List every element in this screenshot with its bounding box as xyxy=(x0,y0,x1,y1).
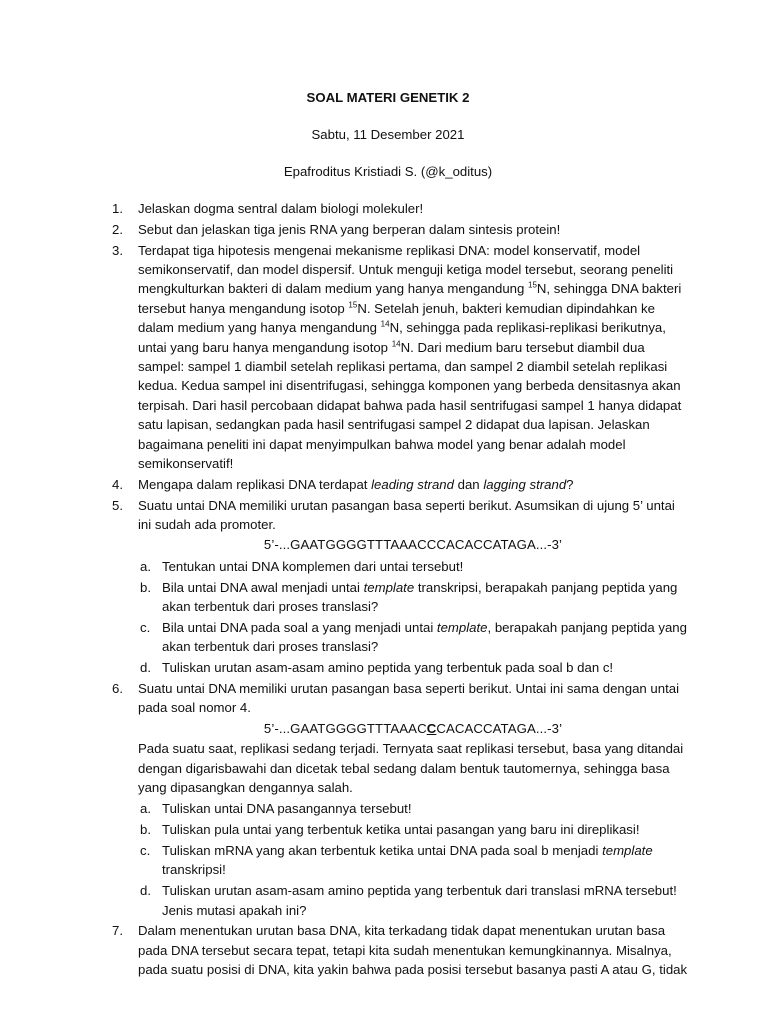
question-5 xyxy=(0,496,688,678)
question-text: Jelaskan dogma sentral dalam biologi molekuler! xyxy=(138,201,424,216)
document-date: Sabtu, 11 Desember 2021 xyxy=(311,127,465,142)
sub-question-text: Tentukan untai DNA komplemen dari untai tersebut! xyxy=(162,558,464,574)
sub-question-a xyxy=(138,557,688,576)
sub-question-text: Tuliskan urutan asam-asam amino peptida yang terbentuk pada soal b dan c! xyxy=(162,660,614,676)
sub-question-text: Tuliskan pula untai yang terbentuk ketika untai pasangan yang baru ini direplikasi! xyxy=(162,822,640,838)
text-run: Bila untai DNA awal menjadi untai xyxy=(162,579,364,595)
question-number: 1. xyxy=(112,201,123,216)
sequence-part: CACACCATAGA...-3’ xyxy=(436,720,563,736)
italic-term: template xyxy=(602,842,653,858)
sub-question-letter: b. xyxy=(140,579,151,595)
italic-term: template xyxy=(363,579,415,595)
text-run: Terdapat tiga hipotesis mengenai mekanisme replikasi DNA: model konservatif, model semikonservatif, dan model dispersif. Untuk menguji ketiga model tersebut, seorang peneliti mengkulturkan bakteri di dalam medium yang hanya mengandung xyxy=(138,242,674,297)
sub-question-text xyxy=(162,580,677,614)
question-text: Sebut dan jelaskan tiga jenis RNA yang berperan dalam sintesis protein! xyxy=(138,221,561,237)
question-1 xyxy=(0,199,688,218)
question-number: 3. xyxy=(112,242,123,258)
dna-sequence xyxy=(138,719,688,738)
sub-question-letter: a. xyxy=(140,801,151,817)
question-text: Suatu untai DNA memiliki urutan pasangan basa seperti berikut. Untai ini sama dengan untai pada soal nomor 4. xyxy=(138,680,680,716)
text-run: ? xyxy=(566,476,574,492)
isotope-superscript: 14 xyxy=(391,339,401,349)
sub-question-letter: c. xyxy=(140,842,151,858)
sub-question-a xyxy=(138,799,688,818)
text-run: , berapakah panjang peptida yang akan terbentuk dari proses translasi? xyxy=(162,619,687,655)
question-number: 2. xyxy=(112,221,123,237)
sequence-part: 5’-...GAATGGGGTTTAAAC xyxy=(263,720,427,736)
text-run: Bila untai DNA pada soal a yang menjadi untai xyxy=(162,619,437,635)
question-7 xyxy=(0,921,688,979)
italic-term: template xyxy=(436,619,488,635)
sub-question-letter: c. xyxy=(140,619,151,635)
question-list xyxy=(0,199,688,980)
question-text: Suatu untai DNA memiliki urutan pasangan basa seperti berikut. Asumsikan di ujung 5’ untai ini sudah ada promoter. xyxy=(138,497,675,533)
isotope-superscript: 14 xyxy=(380,319,390,329)
text-run: N, sehingga DNA bakteri tersebut hanya mengandung isotop xyxy=(138,281,682,316)
question-text xyxy=(138,243,681,471)
text-run: N. Dari medium baru tersebut diambil dua sampel: sampel 1 diambil setelah replikasi pertama, dan sampel 2 diambil setelah replikasi kedua. Kedua sampel ini disentrifugasi, sehingga komponen yang berbeda densitasnya akan terpisah. Dari hasil percobaan didapat bahwa pada hasil sentrifugasi sampel 1 hanya didapat satu lapisan, sedangkan pada hasil sentrifugasi sampel 2 didapat dua lapisan. Jelaskan bagaimana peneliti ini dapat menyimpulkan bahwa model yang benar adalah model semikonservatif! xyxy=(138,339,682,472)
dna-sequence: 5’-...GAATGGGGTTTAAACCCACACCATAGA...-3’ xyxy=(263,537,563,553)
sub-question-letter: b. xyxy=(140,822,151,838)
sub-question-d xyxy=(138,658,688,677)
document-author: Epafroditus Kristiadi S. (@k_oditus) xyxy=(283,164,493,179)
text-run: Mengapa dalam replikasi DNA terdapat xyxy=(138,476,372,492)
sub-question-c xyxy=(138,618,688,657)
sub-question-letter: a. xyxy=(140,558,151,574)
italic-term: lagging strand xyxy=(483,476,567,492)
question-6 xyxy=(0,679,688,920)
text-run: transkripsi! xyxy=(162,862,226,878)
text-run: N. Setelah jenuh, bakteri kemudian dipindahkan ke dalam medium yang hanya mengandung xyxy=(138,300,655,336)
sub-question-letter: d. xyxy=(140,883,151,899)
sub-question-text: Tuliskan urutan asam-asam amino peptida yang terbentuk dari translasi mRNA tersebut! Jenis mutasi apakah ini? xyxy=(162,883,677,918)
sub-question-list xyxy=(138,799,688,920)
italic-term: leading strand xyxy=(371,476,454,492)
document-header xyxy=(0,88,688,182)
sub-question-c xyxy=(138,841,688,880)
question-2 xyxy=(0,220,688,239)
text-run: N, sehingga pada replikasi-replikasi berikutnya, untai yang baru hanya mengandung isotop xyxy=(138,320,666,355)
sub-question-b xyxy=(138,820,688,839)
question-number: 6. xyxy=(112,680,123,696)
isotope-superscript: 15 xyxy=(348,300,358,310)
sub-question-text xyxy=(162,620,687,654)
tautomer-base-marked: C xyxy=(426,720,437,736)
text-run: Tuliskan mRNA yang akan terbentuk ketika untai DNA pada soal b menjadi xyxy=(162,842,603,858)
text-run: dan xyxy=(453,476,484,492)
question-number: 7. xyxy=(112,923,123,939)
document-title: SOAL MATERI GENETIK 2 xyxy=(306,90,470,105)
sub-question-b xyxy=(138,578,688,617)
question-text xyxy=(138,477,574,492)
sub-question-d xyxy=(138,881,688,920)
sub-question-list xyxy=(138,557,688,678)
text-run: transkripsi, berapakah panjang peptida yang akan terbentuk dari proses translasi? xyxy=(162,579,678,615)
question-4 xyxy=(0,475,688,494)
isotope-superscript: 15 xyxy=(528,281,537,291)
question-number: 4. xyxy=(112,476,123,492)
question-paragraph: Pada suatu saat, replikasi sedang terjadi. Ternyata saat replikasi tersebut, basa yang ditandai dengan digarisbawahi dan dicetak tebal sedang dalam bentuk tautomernya, sehingga basa yang dipasangkan dengannya salah. xyxy=(138,741,684,795)
sub-question-text: Tuliskan untai DNA pasangannya tersebut! xyxy=(162,801,412,817)
sub-question-letter: d. xyxy=(140,660,151,676)
question-number: 5. xyxy=(112,497,123,513)
sub-question-text xyxy=(162,843,653,877)
question-3 xyxy=(0,241,688,474)
question-text: Dalam menentukan urutan basa DNA, kita terkadang tidak dapat menentukan urutan basa pada DNA tersebut secara tepat, tetapi kita sudah menentukan kemungkinannya. Misalnya, pada suatu posisi di DNA, kita yakin bahwa pada posisi tersebut basanya pasti A atau G, tidak xyxy=(138,923,688,978)
